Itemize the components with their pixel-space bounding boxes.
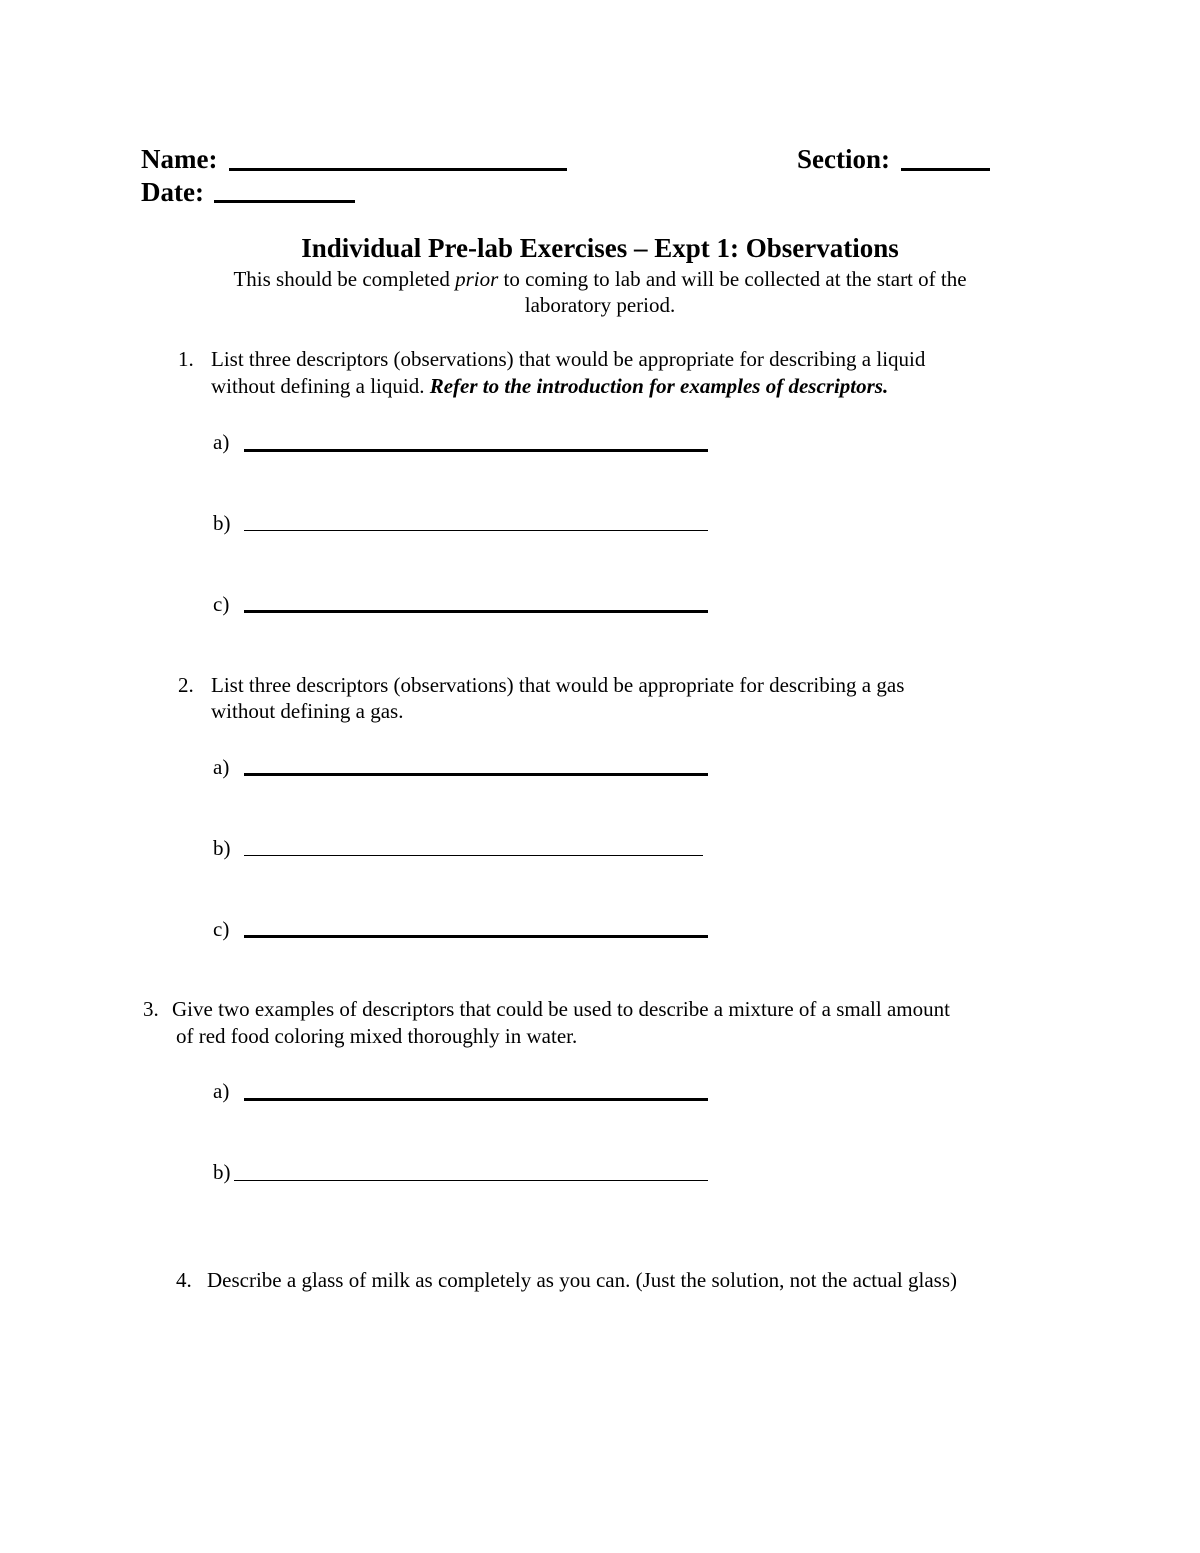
page-title: Individual Pre-lab Exercises – Expt 1: Observations [301, 233, 899, 263]
question-2-text-line-1: List three descriptors (observations) that would be appropriate for describing a gas [211, 673, 905, 697]
q3-answer-a-label: a) [213, 1079, 230, 1103]
question-3-number: 3. [143, 997, 159, 1021]
q2-answer-c-line[interactable] [244, 935, 708, 938]
question-3-text-line-2: of red food coloring mixed thoroughly in water. [176, 1024, 578, 1048]
q1-answer-b-line[interactable] [244, 530, 708, 531]
q3-answer-b-label: b) [213, 1160, 231, 1184]
q1-answer-a-label: a) [213, 430, 230, 454]
question-4-number: 4. [176, 1268, 192, 1292]
instructions-line-2: laboratory period. [524, 293, 676, 317]
instructions-line-1: This should be completed prior to coming to lab and will be collected at the start of the [233, 267, 967, 291]
section-label: Section: [797, 144, 890, 174]
q1-answer-b-label: b) [213, 511, 231, 535]
name-blank[interactable] [229, 168, 567, 171]
q1-answer-a-line[interactable] [244, 449, 708, 452]
q2-answer-c-label: c) [213, 917, 230, 941]
date-label: Date: [141, 177, 204, 207]
q3-answer-b-line[interactable] [234, 1180, 708, 1181]
q3-answer-a-line[interactable] [244, 1098, 708, 1101]
q2-answer-a-label: a) [213, 755, 230, 779]
question-1-number: 1. [178, 347, 194, 371]
name-label: Name: [141, 144, 218, 174]
question-4-text-line-1: Describe a glass of milk as completely as you can. (Just the solution, not the actual glass) [207, 1268, 957, 1292]
q1-answer-c-line[interactable] [244, 610, 708, 613]
question-2-number: 2. [178, 673, 194, 697]
date-blank[interactable] [214, 200, 355, 203]
q2-answer-b-line[interactable] [244, 855, 703, 856]
question-2-text-line-2: without defining a gas. [211, 699, 404, 723]
q2-answer-a-line[interactable] [244, 773, 708, 776]
section-blank[interactable] [901, 168, 990, 171]
question-1-text-line-1: List three descriptors (observations) that would be appropriate for describing a liquid [211, 347, 926, 371]
q2-answer-b-label: b) [213, 836, 231, 860]
q1-answer-c-label: c) [213, 592, 230, 616]
question-3-text-line-1: Give two examples of descriptors that could be used to describe a mixture of a small amount [172, 997, 950, 1021]
question-1-text-line-2: without defining a liquid. Refer to the introduction for examples of descriptors. [211, 374, 889, 398]
